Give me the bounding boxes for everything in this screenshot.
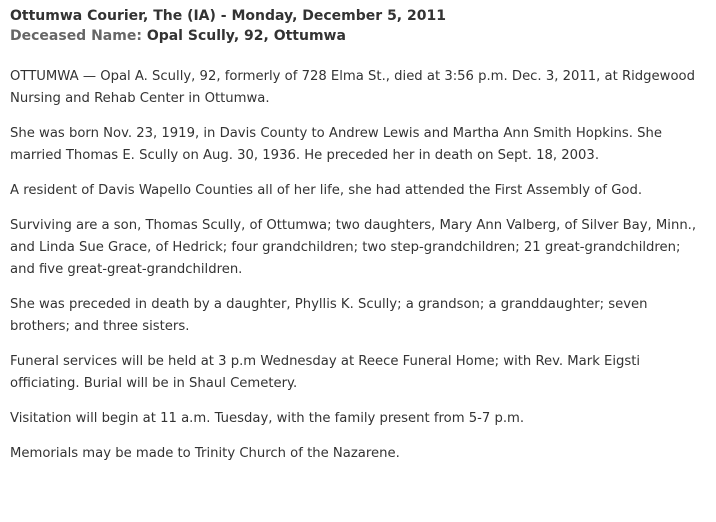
paragraph-survivors: Surviving are a son, Thomas Scully, of Ottumwa; two daughters, Mary Ann Valberg, of Silver Bay, Minn., and Linda Sue Grace, of Hedrick; four grandchildren; two step-grandchildren; 21 great-grandchildren; and five great-great-grandchildren. [10, 218, 697, 277]
header-separator: - [215, 8, 232, 24]
publication-line [10, 6, 706, 26]
obituary-body [10, 66, 706, 465]
deceased-line [10, 26, 706, 46]
paragraph-death-notice: OTTUMWA — Opal A. Scully, 92, formerly of 728 Elma St., died at 3:56 p.m. Dec. 3, 2011, at Ridgewood Nursing and Rehab Center in Ottumwa. [10, 69, 695, 106]
publication-date: Monday, December 5, 2011 [231, 8, 446, 24]
deceased-name: Opal Scully, 92, Ottumwa [146, 28, 346, 44]
paragraph-funeral: Funeral services will be held at 3 p.m Wednesday at Reece Funeral Home; with Rev. Mark Eigsti officiating. Burial will be in Shaul Cemetery. [10, 354, 641, 391]
paragraph-memorials: Memorials may be made to Trinity Church of the Nazarene. [10, 446, 400, 461]
paragraph-preceded: She was preceded in death by a daughter, Phyllis K. Scully; a grandson; a granddaughter; seven brothers; and three sisters. [10, 297, 648, 334]
deceased-label: Deceased Name: [10, 28, 147, 44]
paragraph-birth-marriage: She was born Nov. 23, 1919, in Davis County to Andrew Lewis and Martha Ann Smith Hopkins. She married Thomas E. Scully on Aug. 30, 1936. He preceded her in death on Sept. 18, 2003. [10, 126, 662, 163]
paragraph-visitation: Visitation will begin at 11 a.m. Tuesday, with the family present from 5-7 p.m. [10, 411, 525, 426]
publication-name: Ottumwa Courier, The (IA) [10, 8, 216, 24]
paragraph-residence: A resident of Davis Wapello Counties all of her life, she had attended the First Assembly of God. [10, 183, 643, 198]
